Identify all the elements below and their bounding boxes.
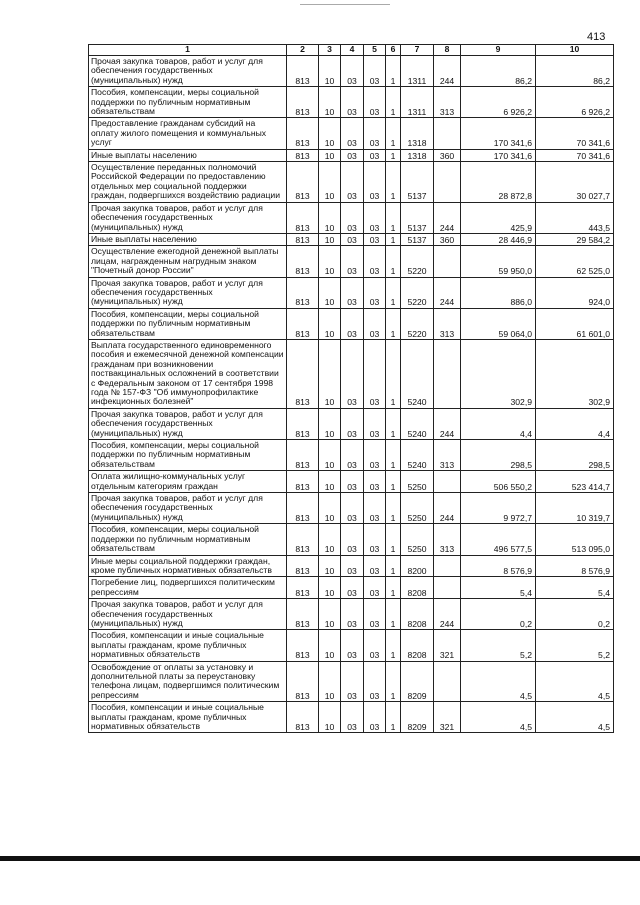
row-subsection: 03 <box>341 661 364 702</box>
row-expense-type <box>434 471 461 493</box>
row-section: 10 <box>319 661 341 702</box>
row-amount-year2: 443,5 <box>536 202 614 233</box>
row-amount-year2: 5,2 <box>536 630 614 661</box>
row-subprogram: 1 <box>386 599 401 630</box>
row-subprogram: 1 <box>386 246 401 277</box>
table-row <box>89 702 614 733</box>
row-amount-year1: 302,9 <box>461 339 536 408</box>
row-program: 03 <box>364 246 386 277</box>
row-admin-code: 813 <box>287 524 319 555</box>
table-row <box>89 56 614 87</box>
header-cell: 4 <box>341 45 364 56</box>
row-program: 03 <box>364 577 386 599</box>
row-admin-code: 813 <box>287 630 319 661</box>
row-subprogram: 1 <box>386 162 401 203</box>
table-row <box>89 233 614 245</box>
row-amount-year1: 4,5 <box>461 661 536 702</box>
header-row <box>89 45 614 56</box>
header-cell: 5 <box>364 45 386 56</box>
row-subprogram: 1 <box>386 308 401 339</box>
row-subsection: 03 <box>341 630 364 661</box>
row-amount-year2: 6 926,2 <box>536 87 614 118</box>
row-amount-year1: 59 950,0 <box>461 246 536 277</box>
row-target-code: 8209 <box>401 661 434 702</box>
row-name: Погребение лиц, подвергшихся политическим репрессиям <box>89 577 287 599</box>
row-target-code: 1311 <box>401 56 434 87</box>
row-program: 03 <box>364 440 386 471</box>
row-subsection: 03 <box>341 246 364 277</box>
row-subprogram: 1 <box>386 577 401 599</box>
table-row <box>89 118 614 149</box>
row-expense-type: 244 <box>434 277 461 308</box>
row-target-code: 1318 <box>401 118 434 149</box>
row-expense-type: 244 <box>434 408 461 439</box>
row-subprogram: 1 <box>386 555 401 577</box>
row-amount-year2: 523 414,7 <box>536 471 614 493</box>
table-row <box>89 599 614 630</box>
row-section: 10 <box>319 246 341 277</box>
row-section: 10 <box>319 308 341 339</box>
table-row <box>89 339 614 408</box>
row-program: 03 <box>364 87 386 118</box>
row-program: 03 <box>364 56 386 87</box>
row-subprogram: 1 <box>386 56 401 87</box>
table-row <box>89 202 614 233</box>
row-section: 10 <box>319 577 341 599</box>
row-program: 03 <box>364 702 386 733</box>
row-subprogram: 1 <box>386 87 401 118</box>
row-amount-year1: 28 446,9 <box>461 233 536 245</box>
row-name: Прочая закупка товаров, работ и услуг для обеспечения государственных (муниципальных) нужд <box>89 493 287 524</box>
row-expense-type: 321 <box>434 702 461 733</box>
header-cell: 3 <box>319 45 341 56</box>
row-expense-type: 244 <box>434 56 461 87</box>
row-amount-year2: 302,9 <box>536 339 614 408</box>
header-cell: 2 <box>287 45 319 56</box>
row-admin-code: 813 <box>287 233 319 245</box>
row-amount-year1: 86,2 <box>461 56 536 87</box>
row-section: 10 <box>319 440 341 471</box>
row-target-code: 5250 <box>401 493 434 524</box>
row-target-code: 8200 <box>401 555 434 577</box>
table-row <box>89 661 614 702</box>
row-name: Пособия, компенсации, меры социальной поддержки по публичным нормативным обязательствам <box>89 308 287 339</box>
row-amount-year2: 30 027,7 <box>536 162 614 203</box>
row-subprogram: 1 <box>386 118 401 149</box>
row-expense-type <box>434 246 461 277</box>
row-name: Пособия, компенсации и иные социальные выплаты гражданам, кроме публичных нормативных обязательств <box>89 702 287 733</box>
header-cell: 6 <box>386 45 401 56</box>
row-subsection: 03 <box>341 471 364 493</box>
row-admin-code: 813 <box>287 118 319 149</box>
row-subsection: 03 <box>341 202 364 233</box>
row-name: Осуществление переданных полномочий Российской Федерации по предоставлению отдельных мер социальной поддержки граждан, подвергшихся воздействию радиации <box>89 162 287 203</box>
row-admin-code: 813 <box>287 56 319 87</box>
row-admin-code: 813 <box>287 493 319 524</box>
row-name: Прочая закупка товаров, работ и услуг для обеспечения государственных (муниципальных) нужд <box>89 56 287 87</box>
row-subprogram: 1 <box>386 661 401 702</box>
row-amount-year2: 8 576,9 <box>536 555 614 577</box>
table-row <box>89 555 614 577</box>
row-program: 03 <box>364 555 386 577</box>
row-expense-type <box>434 555 461 577</box>
row-amount-year1: 4,4 <box>461 408 536 439</box>
row-program: 03 <box>364 630 386 661</box>
row-admin-code: 813 <box>287 408 319 439</box>
row-admin-code: 813 <box>287 308 319 339</box>
row-admin-code: 813 <box>287 162 319 203</box>
row-subprogram: 1 <box>386 149 401 161</box>
table-row <box>89 246 614 277</box>
row-subsection: 03 <box>341 87 364 118</box>
row-name: Оплата жилищно-коммунальных услуг отдельным категориям граждан <box>89 471 287 493</box>
table-row <box>89 87 614 118</box>
row-target-code: 5137 <box>401 202 434 233</box>
row-subprogram: 1 <box>386 202 401 233</box>
table-row <box>89 162 614 203</box>
row-amount-year2: 298,5 <box>536 440 614 471</box>
row-admin-code: 813 <box>287 440 319 471</box>
row-amount-year2: 62 525,0 <box>536 246 614 277</box>
row-name: Прочая закупка товаров, работ и услуг для обеспечения государственных (муниципальных) нужд <box>89 202 287 233</box>
row-program: 03 <box>364 149 386 161</box>
scan-artifact <box>300 4 390 5</box>
row-section: 10 <box>319 162 341 203</box>
row-amount-year1: 28 872,8 <box>461 162 536 203</box>
row-name: Иные выплаты населению <box>89 233 287 245</box>
row-section: 10 <box>319 202 341 233</box>
row-section: 10 <box>319 630 341 661</box>
row-program: 03 <box>364 118 386 149</box>
row-subsection: 03 <box>341 149 364 161</box>
row-subsection: 03 <box>341 162 364 203</box>
row-target-code: 5240 <box>401 339 434 408</box>
row-target-code: 5137 <box>401 162 434 203</box>
row-expense-type <box>434 162 461 203</box>
row-section: 10 <box>319 599 341 630</box>
row-admin-code: 813 <box>287 471 319 493</box>
row-subprogram: 1 <box>386 339 401 408</box>
row-section: 10 <box>319 471 341 493</box>
row-target-code: 5220 <box>401 246 434 277</box>
row-name: Пособия, компенсации, меры социальной поддержки по публичным нормативным обязательствам <box>89 524 287 555</box>
row-program: 03 <box>364 308 386 339</box>
row-name: Освобождение от оплаты за установку и дополнительной платы за переустановку телефона лицам, подвергшимся политическим репрессиям <box>89 661 287 702</box>
row-target-code: 5240 <box>401 408 434 439</box>
row-name: Иные меры социальной поддержки граждан, кроме публичных нормативных обязательств <box>89 555 287 577</box>
table-row <box>89 630 614 661</box>
row-program: 03 <box>364 493 386 524</box>
row-amount-year1: 8 576,9 <box>461 555 536 577</box>
header-cell: 1 <box>89 45 287 56</box>
row-program: 03 <box>364 661 386 702</box>
row-amount-year2: 70 341,6 <box>536 118 614 149</box>
row-name: Прочая закупка товаров, работ и услуг для обеспечения государственных (муниципальных) нужд <box>89 408 287 439</box>
row-amount-year1: 4,5 <box>461 702 536 733</box>
row-section: 10 <box>319 277 341 308</box>
row-subprogram: 1 <box>386 440 401 471</box>
row-expense-type <box>434 577 461 599</box>
row-subprogram: 1 <box>386 471 401 493</box>
row-admin-code: 813 <box>287 339 319 408</box>
row-subsection: 03 <box>341 702 364 733</box>
row-subsection: 03 <box>341 56 364 87</box>
row-name: Пособия, компенсации и иные социальные выплаты гражданам, кроме публичных нормативных обязательств <box>89 630 287 661</box>
header-cell: 9 <box>461 45 536 56</box>
row-expense-type: 313 <box>434 524 461 555</box>
row-section: 10 <box>319 555 341 577</box>
row-amount-year1: 5,2 <box>461 630 536 661</box>
row-admin-code: 813 <box>287 661 319 702</box>
row-expense-type: 313 <box>434 87 461 118</box>
row-admin-code: 813 <box>287 702 319 733</box>
row-amount-year1: 506 550,2 <box>461 471 536 493</box>
row-amount-year1: 59 064,0 <box>461 308 536 339</box>
header-cell: 10 <box>536 45 614 56</box>
row-subsection: 03 <box>341 308 364 339</box>
table-row <box>89 408 614 439</box>
row-amount-year1: 298,5 <box>461 440 536 471</box>
row-admin-code: 813 <box>287 277 319 308</box>
row-expense-type: 313 <box>434 440 461 471</box>
row-subprogram: 1 <box>386 630 401 661</box>
row-amount-year1: 170 341,6 <box>461 149 536 161</box>
row-amount-year1: 5,4 <box>461 577 536 599</box>
row-amount-year2: 61 601,0 <box>536 308 614 339</box>
row-expense-type: 244 <box>434 493 461 524</box>
row-subprogram: 1 <box>386 277 401 308</box>
row-name: Осуществление ежегодной денежной выплаты лицам, награжденным нагрудным знаком "Почетный донор России" <box>89 246 287 277</box>
row-amount-year2: 4,5 <box>536 661 614 702</box>
row-amount-year1: 496 577,5 <box>461 524 536 555</box>
row-program: 03 <box>364 599 386 630</box>
row-subsection: 03 <box>341 577 364 599</box>
row-name: Иные выплаты населению <box>89 149 287 161</box>
table-row <box>89 277 614 308</box>
row-program: 03 <box>364 162 386 203</box>
row-name: Прочая закупка товаров, работ и услуг для обеспечения государственных (муниципальных) нужд <box>89 277 287 308</box>
row-amount-year1: 0,2 <box>461 599 536 630</box>
row-subsection: 03 <box>341 118 364 149</box>
row-program: 03 <box>364 471 386 493</box>
page-bottom-rule <box>0 856 640 861</box>
row-subprogram: 1 <box>386 408 401 439</box>
row-section: 10 <box>319 118 341 149</box>
table-row <box>89 149 614 161</box>
row-program: 03 <box>364 524 386 555</box>
row-amount-year2: 924,0 <box>536 277 614 308</box>
row-subprogram: 1 <box>386 524 401 555</box>
row-expense-type: 313 <box>434 308 461 339</box>
table-row <box>89 471 614 493</box>
row-subsection: 03 <box>341 277 364 308</box>
row-subsection: 03 <box>341 440 364 471</box>
row-subsection: 03 <box>341 599 364 630</box>
row-amount-year2: 10 319,7 <box>536 493 614 524</box>
row-admin-code: 813 <box>287 555 319 577</box>
row-amount-year2: 4,4 <box>536 408 614 439</box>
row-target-code: 5137 <box>401 233 434 245</box>
row-expense-type: 244 <box>434 599 461 630</box>
table-row <box>89 577 614 599</box>
row-subsection: 03 <box>341 524 364 555</box>
row-target-code: 8208 <box>401 630 434 661</box>
row-admin-code: 813 <box>287 87 319 118</box>
row-target-code: 8208 <box>401 599 434 630</box>
row-admin-code: 813 <box>287 599 319 630</box>
row-amount-year1: 170 341,6 <box>461 118 536 149</box>
row-name: Пособия, компенсации, меры социальной поддержки по публичным нормативным обязательствам <box>89 440 287 471</box>
table-row <box>89 308 614 339</box>
row-subsection: 03 <box>341 339 364 408</box>
row-section: 10 <box>319 493 341 524</box>
row-expense-type: 244 <box>434 202 461 233</box>
row-expense-type <box>434 339 461 408</box>
row-section: 10 <box>319 702 341 733</box>
row-subsection: 03 <box>341 233 364 245</box>
row-subsection: 03 <box>341 555 364 577</box>
header-cell: 8 <box>434 45 461 56</box>
row-program: 03 <box>364 339 386 408</box>
row-expense-type: 360 <box>434 233 461 245</box>
row-section: 10 <box>319 339 341 408</box>
row-subsection: 03 <box>341 493 364 524</box>
row-program: 03 <box>364 202 386 233</box>
row-subsection: 03 <box>341 408 364 439</box>
row-amount-year1: 9 972,7 <box>461 493 536 524</box>
row-name: Выплата государственного единовременного пособия и ежемесячной денежной компенсации гражданам при возникновении поствакцинальных осложнений в соответствии с Федеральным законом от 17 сентября 1998 года № 157-ФЗ "Об иммунопрофилактике инфекционных болезней" <box>89 339 287 408</box>
row-target-code: 5220 <box>401 277 434 308</box>
row-subprogram: 1 <box>386 493 401 524</box>
row-target-code: 5250 <box>401 524 434 555</box>
row-subprogram: 1 <box>386 702 401 733</box>
row-amount-year1: 886,0 <box>461 277 536 308</box>
table-row <box>89 440 614 471</box>
row-amount-year2: 513 095,0 <box>536 524 614 555</box>
table-row <box>89 524 614 555</box>
row-admin-code: 813 <box>287 149 319 161</box>
budget-table <box>88 44 614 733</box>
row-expense-type <box>434 118 461 149</box>
row-admin-code: 813 <box>287 577 319 599</box>
row-target-code: 5240 <box>401 440 434 471</box>
row-admin-code: 813 <box>287 202 319 233</box>
row-section: 10 <box>319 87 341 118</box>
row-amount-year2: 4,5 <box>536 702 614 733</box>
page-number: 413 <box>587 31 606 43</box>
row-amount-year2: 86,2 <box>536 56 614 87</box>
row-amount-year1: 6 926,2 <box>461 87 536 118</box>
row-expense-type <box>434 661 461 702</box>
row-program: 03 <box>364 277 386 308</box>
row-target-code: 8209 <box>401 702 434 733</box>
row-amount-year2: 29 584,2 <box>536 233 614 245</box>
row-expense-type: 321 <box>434 630 461 661</box>
row-expense-type: 360 <box>434 149 461 161</box>
row-section: 10 <box>319 149 341 161</box>
row-admin-code: 813 <box>287 246 319 277</box>
row-subprogram: 1 <box>386 233 401 245</box>
header-cell: 7 <box>401 45 434 56</box>
row-target-code: 1318 <box>401 149 434 161</box>
row-target-code: 5250 <box>401 471 434 493</box>
row-section: 10 <box>319 233 341 245</box>
row-program: 03 <box>364 408 386 439</box>
row-amount-year2: 0,2 <box>536 599 614 630</box>
row-section: 10 <box>319 56 341 87</box>
row-name: Пособия, компенсации, меры социальной поддержки по публичным нормативным обязательствам <box>89 87 287 118</box>
row-amount-year2: 70 341,6 <box>536 149 614 161</box>
row-amount-year1: 425,9 <box>461 202 536 233</box>
row-section: 10 <box>319 524 341 555</box>
row-name: Прочая закупка товаров, работ и услуг для обеспечения государственных (муниципальных) нужд <box>89 599 287 630</box>
row-target-code: 8208 <box>401 577 434 599</box>
row-amount-year2: 5,4 <box>536 577 614 599</box>
row-section: 10 <box>319 408 341 439</box>
row-name: Предоставление гражданам субсидий на оплату жилого помещения и коммунальных услуг <box>89 118 287 149</box>
table-row <box>89 493 614 524</box>
row-program: 03 <box>364 233 386 245</box>
row-target-code: 5220 <box>401 308 434 339</box>
row-target-code: 1311 <box>401 87 434 118</box>
